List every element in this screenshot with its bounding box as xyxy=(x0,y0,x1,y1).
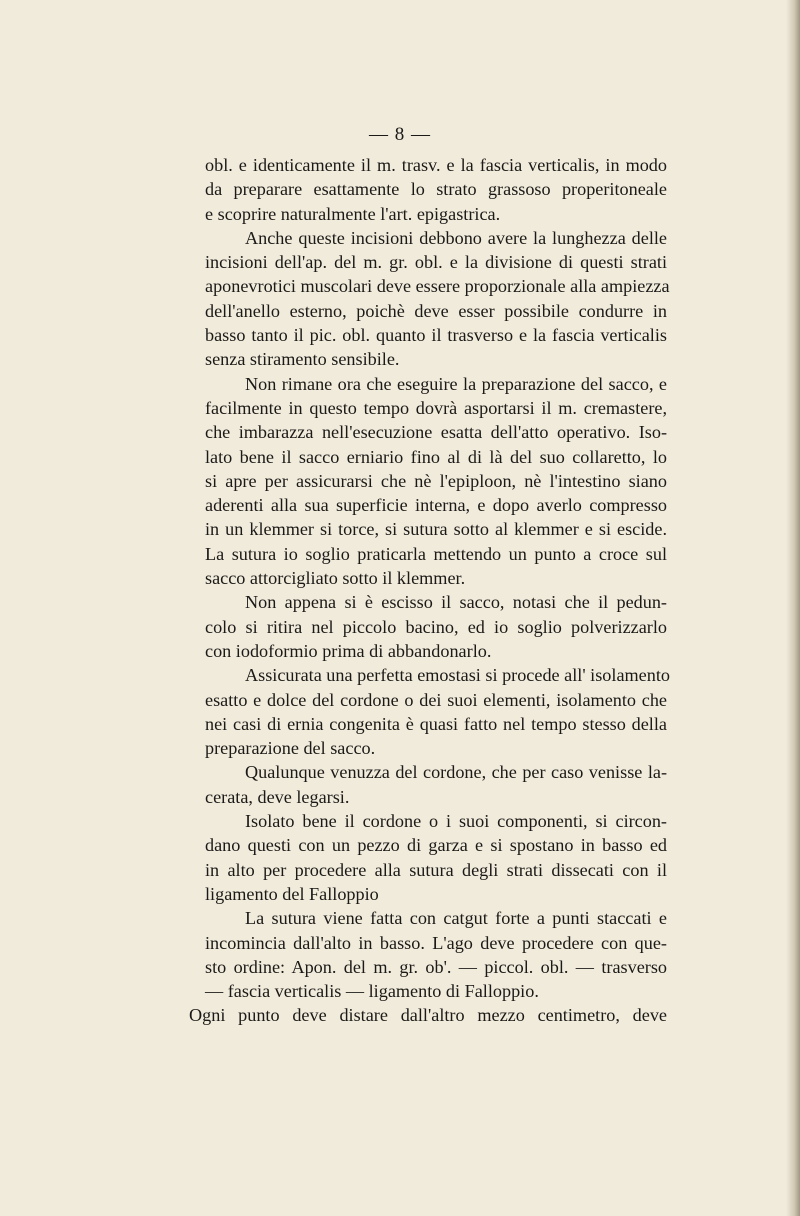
text-line: La sutura viene fatta con catgut forte a punti staccati e xyxy=(245,908,667,929)
text-line: obl. e identicamente il m. trasv. e la fascia verticalis, in modo xyxy=(205,155,667,175)
text-line: Assicurata una perfetta emostasi si procede all' isolamento xyxy=(245,665,670,686)
text-line: Qualunque venuzza del cordone, che per caso venisse la- xyxy=(245,762,667,783)
text-line: Ogni punto deve distare dall'altro mezzo centimetro, deve xyxy=(189,1005,667,1026)
text-line: basso tanto il pic. obl. quanto il trasverso e la fascia verticalis xyxy=(205,325,667,346)
text-line: dell'anello esterno, poichè deve esser possibile condurre in xyxy=(205,300,667,321)
text-line: Isolato bene il cordone o i suoi componenti, si circon- xyxy=(245,811,667,832)
text-line: colo si ritira nel piccolo bacino, ed io soglio polverizzarlo xyxy=(205,616,667,637)
text-line: sto ordine: Apon. del m. gr. ob'. — piccol. obl. — trasverso xyxy=(205,956,667,977)
text-line: facilmente in questo tempo dovrà asportarsi il m. cremastere, xyxy=(205,397,667,418)
text-line: in un klemmer si torce, si sutura sotto al klemmer e si escide. xyxy=(205,519,667,540)
text-line: si apre per assicurarsi che nè l'epiploon, nè l'intestino siano xyxy=(205,470,667,491)
text-line: con iodoformio prima di abbandonarlo. xyxy=(205,640,492,661)
text-line: Non appena si è escisso il sacco, notasi che il pedun- xyxy=(245,592,667,613)
text-line: in alto per procedere alla sutura degli strati dissecati con il xyxy=(205,859,667,880)
text-line: lato bene il sacco erniario fino al di là del suo collaretto, lo xyxy=(205,446,667,467)
text-line: ligamento del Falloppio xyxy=(205,883,379,904)
text-line: Anche queste incisioni debbono avere la lunghezza delle xyxy=(245,227,667,248)
text-line: senza stiramento sensibile. xyxy=(205,349,400,370)
text-line: cerata, deve legarsi. xyxy=(205,786,350,807)
page-edge-shadow xyxy=(786,0,800,1216)
text-line: che imbarazza nell'esecuzione esatta dell'atto operativo. Iso- xyxy=(205,422,667,443)
text-line: — fascia verticalis — ligamento di Falloppio. xyxy=(205,981,539,1002)
text-line: incisioni dell'ap. del m. gr. obl. e la divisione di questi strati xyxy=(205,252,667,273)
text-line: aderenti alla sua superficie interna, e dopo averlo compresso xyxy=(205,495,667,516)
text-line: dano questi con un pezzo di garza e si spostano in basso ed xyxy=(205,835,667,856)
text-line: e scoprire naturalmente l'art. epigastrica. xyxy=(205,203,501,224)
text-line: Non rimane ora che eseguire la preparazione del sacco, e xyxy=(245,373,667,394)
text-line: da preparare esattamente lo strato grassoso properitoneale xyxy=(205,179,667,200)
page-number: — 8 — xyxy=(369,124,431,145)
text-line: esatto e dolce del cordone o dei suoi elementi, isolamento che xyxy=(205,689,667,710)
text-line: nei casi di ernia congenita è quasi fatto nel tempo stesso della xyxy=(205,713,667,734)
text-line: incomincia dall'alto in basso. L'ago deve procedere con que- xyxy=(205,932,667,953)
text-line: La sutura io soglio praticarla mettendo un punto a croce sul xyxy=(205,543,667,564)
text-line: preparazione del sacco. xyxy=(205,738,376,759)
body-text xyxy=(189,153,670,1028)
text-line: aponevrotici muscolari deve essere proporzionale alla ampiezza xyxy=(205,276,670,297)
text-line: sacco attorcigliato sotto il klemmer. xyxy=(205,568,466,589)
